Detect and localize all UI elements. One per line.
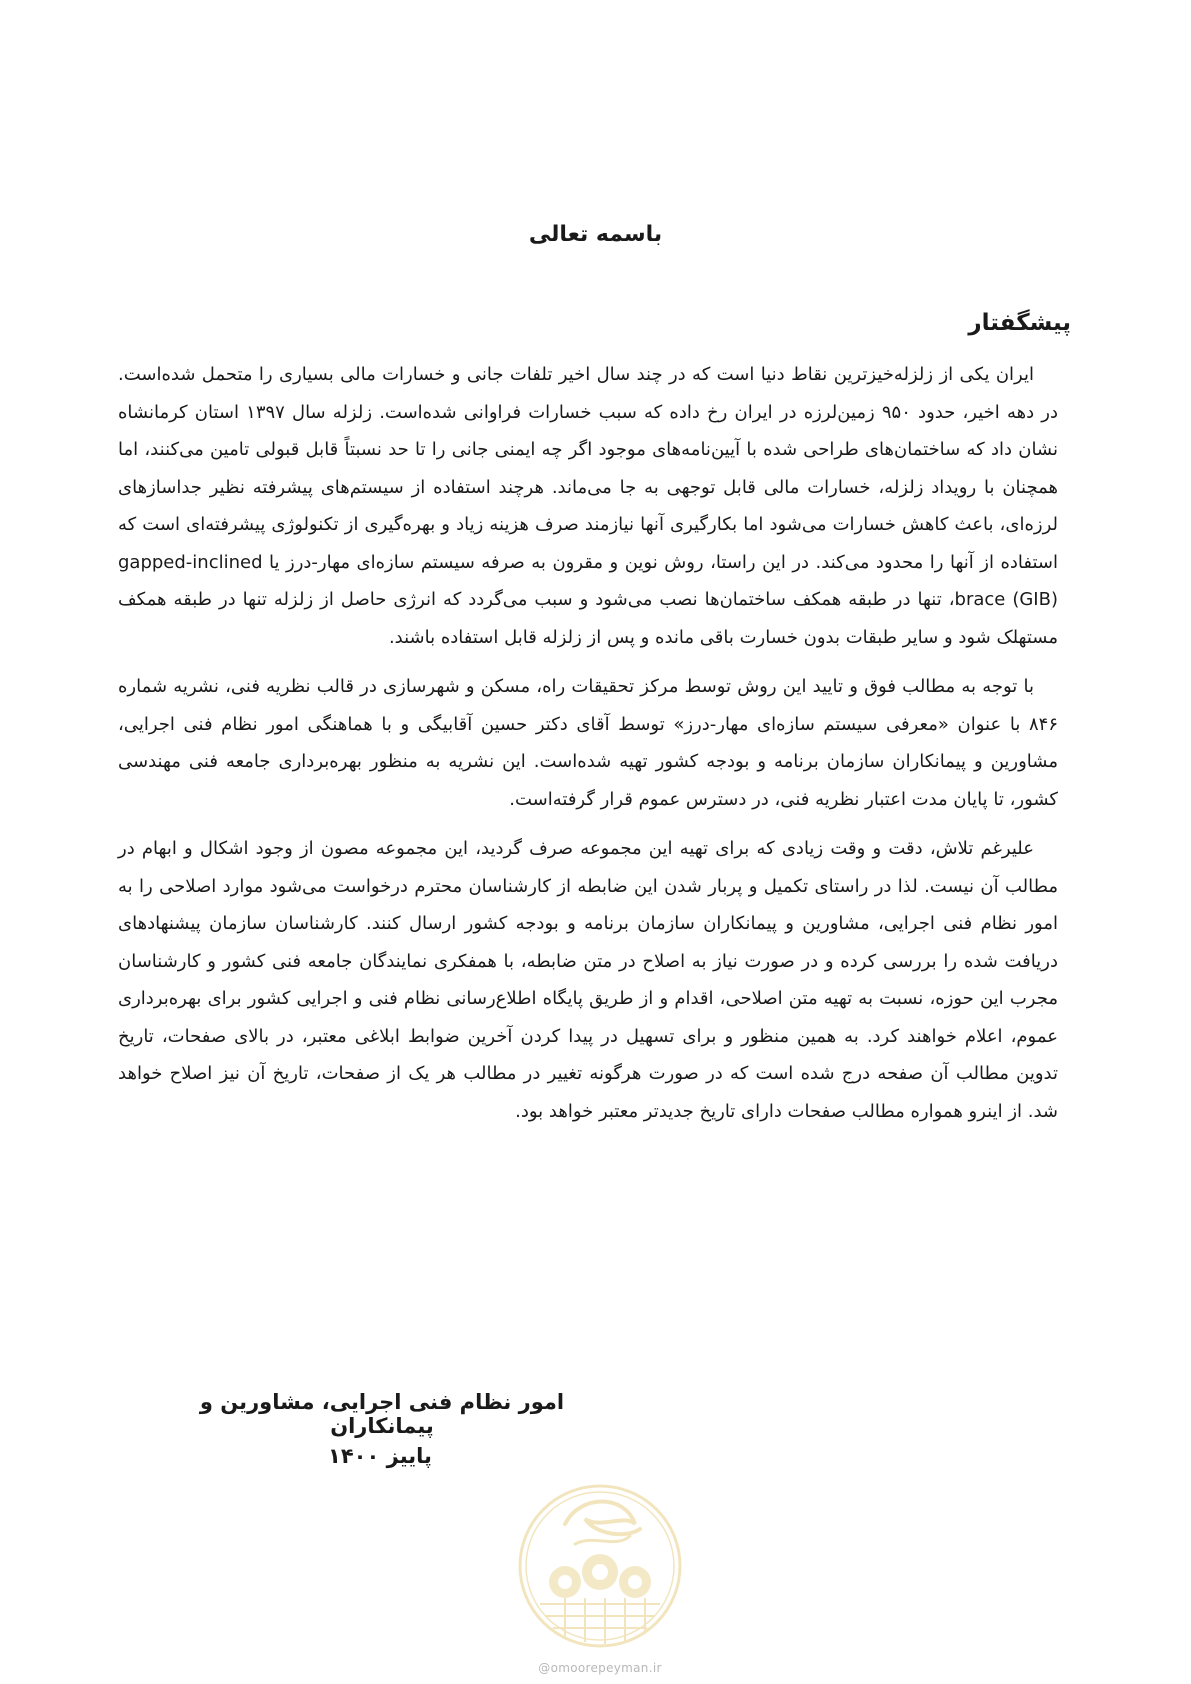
paragraph-1: ایران یکی از زلزله‌خیزترین نقاط دنیا است که در چند سال اخیر تلفات جانی و خسارات مالی بسیاری را متحمل شده‌است. در دهه اخیر، حدود ۹۵۰ زمین‌لرزه در ایران رخ داده که سبب خسارات فراوانی شده‌است. زلزله سال ۱۳۹۷ استان کرمانشاه نشان داد که ساختمان‌های طراحی شده با آیین‌نامه‌های موجود اگر چه ایمنی جانی را تا حد نسبتاً قابل قبولی تامین می‌کنند، اما همچنان با رویداد زلزله، خسارات مالی قابل توجهی به جا می‌ماند. هرچند استفاده از سیستم‌های پیشرفته نظیر جداسازهای لرزه‌ای، باعث کاهش خسارات می‌شود اما بکارگیری آنها نیازمند صرف هزینه زیاد و بهره‌گیری از تکنولوژی پیشرفته‌ای است که استفاده از آنها را محدود می‌کند. در این راستا، روش نوین و مقرون به صرفه سیستم سازه‌ای مهار-درز یا gapped-inclined brace (GIB)، تنها در طبقه همکف ساختمان‌ها نصب می‌شود و سبب می‌گردد که انرژی حاصل از زلزله تنها در طبقه همکف مستهلک شود و سایر طبقات بدون خسارت باقی مانده و پس از زلزله قابل استفاده باشند. [118,364,1058,648]
paragraph-3: علیرغم تلاش، دقت و وقت زیادی که برای تهیه این مجموعه صرف گردید، این مجموعه مصون از وجود اشکال و ابهام در مطالب آن نیست. لذا در راستای تکمیل و پربار شدن این ضابطه از کارشناسان محترم درخواست می‌شود موارد اصلاحی را به امور نظام فنی اجرایی، مشاورین و پیمانکاران سازمان برنامه و بودجه کشور ارسال کنند. کارشناسان سازمان پیشنهادهای دریافت شده را بررسی کرده و در صورت نیاز به اصلاح در متن ضابطه، با همفکری نمایندگان جامعه فنی کشور و کارشناسان مجرب این حوزه، نسبت به تهیه متن اصلاحی، اقدام و از طریق پایگاه اطلاع‌رسانی نظام فنی و اجرایی کشور برای بهره‌برداری عموم، اعلام خواهند کرد. به همین منظور و برای تسهیل در پیدا کردن آخرین ضوابط ابلاغی معتبر، در بالای صفحات، تاریخ تدوین مطالب آن صفحه درج شده است که در صورت هرگونه تغییر در مطالب هر یک از صفحات، تاریخ آن نیز اصلاح خواهد شد. از اینرو همواره مطالب صفحات دارای تاریخ جدیدتر معتبر خواهد بود. [118,838,1058,1122]
document-title: باسمه تعالی [528,222,663,247]
seal-logo-icon [505,1474,695,1654]
signature-date: پاییز ۱۴۰۰ [328,1444,432,1468]
section-heading: پیشگفتار [968,310,1071,336]
signature-organization: امور نظام فنی اجرایی، مشاورین و پیمانکاران [199,1390,565,1438]
paragraph-2: با توجه به مطالب فوق و تایید این روش توسط مرکز تحقیقات راه، مسکن و شهرسازی در قالب نظریه فنی، نشریه شماره ۸۴۶ با عنوان «معرفی سیستم سازه‌ای مهار-درز» توسط آقای دکتر حسین آقابیگی و با هماهنگی امور نظام فنی اجرایی، مشاورین و پیمانکاران سازمان برنامه و بودجه کشور تهیه شده‌است. این نشریه به منظور بهره‌برداری جامعه فنی مهندسی کشور، تا پایان مدت اعتبار نظریه فنی، در دسترس عموم قرار گرفته‌است. [118,676,1058,810]
watermark-url: @omoorepeyman.ir [538,1661,662,1675]
body-text [118,356,1058,1142]
